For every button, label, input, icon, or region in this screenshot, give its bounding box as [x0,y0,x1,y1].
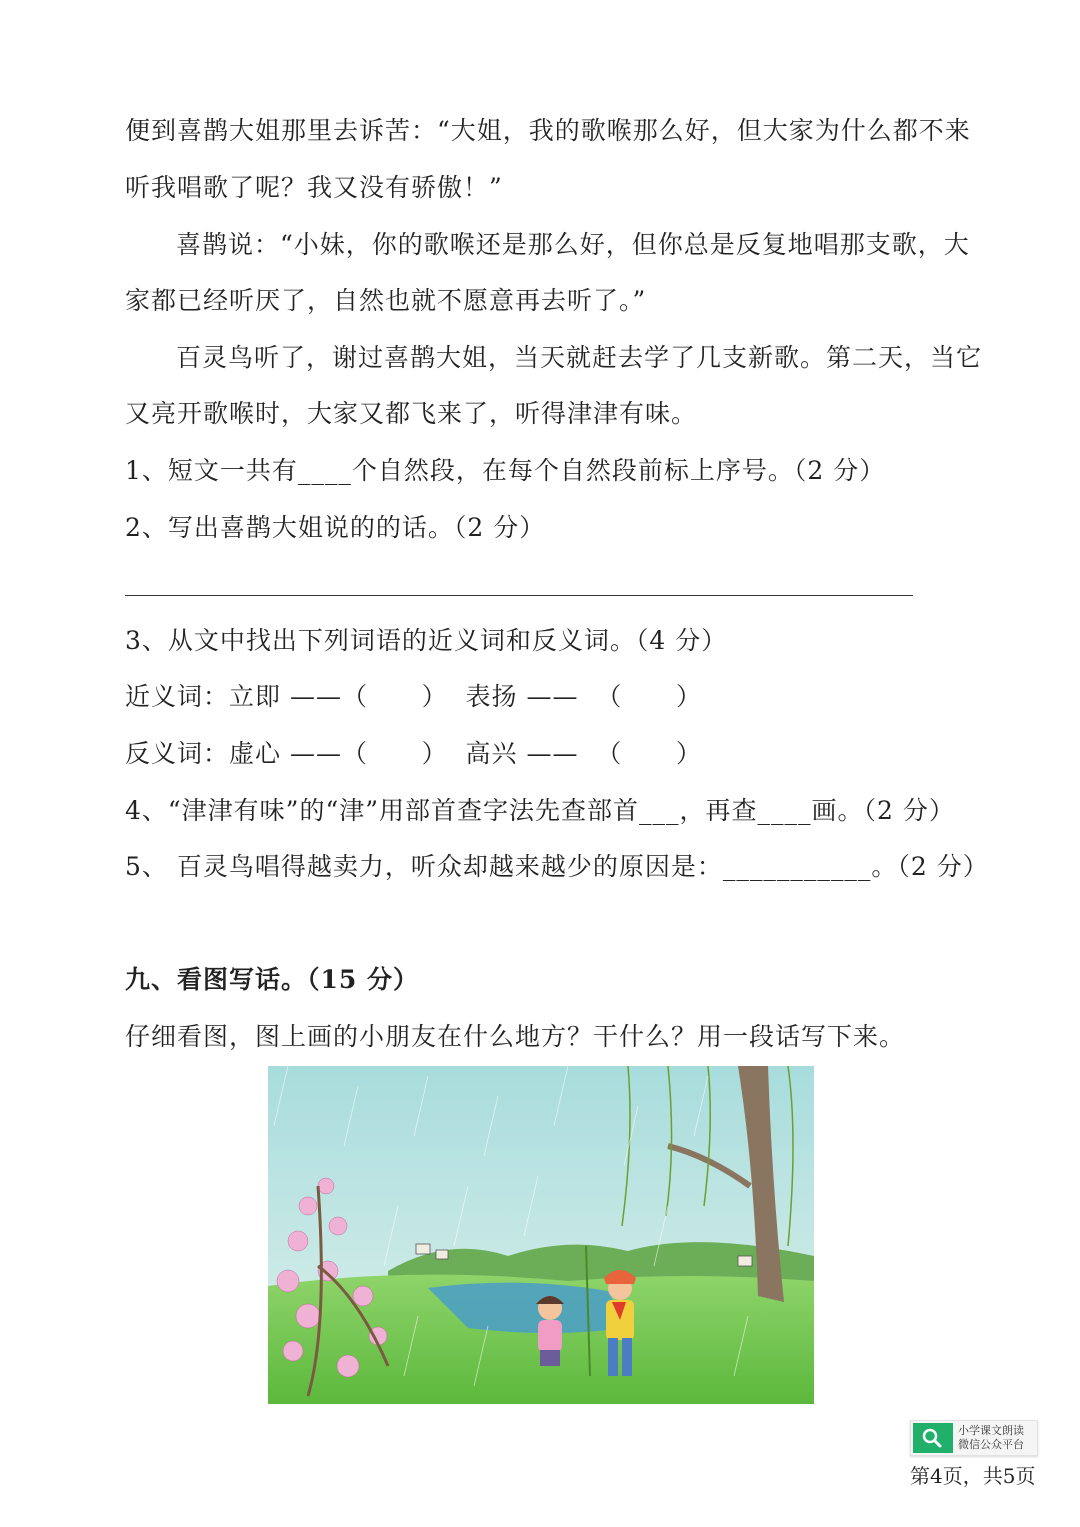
answer-line [125,595,913,596]
question-1: 1、短文一共有____个自然段，在每个自然段前标上序号。（2 分） [125,456,886,485]
question-2: 2、写出喜鹊大姐说的的话。（2 分） [125,513,546,542]
question-4: 4、“津津有味”的“津”用部首查字法先查部首___，再查____画。（2 分） [125,796,955,825]
story-line-3: 喜鹊说：“小妹，你的歌喉还是那么好，但你总是反复地唱那支歌，大 [176,230,970,259]
wechat-watermark [910,1420,1038,1456]
story-line-5: 百灵鸟听了，谢过喜鹊大姐，当天就赶去学了几支新歌。第二天，当它 [176,343,983,372]
search-icon [913,1423,953,1453]
question-3-synonyms: 近义词：立即 ——（ ） 表扬 —— （ ） [125,682,703,711]
question-3-antonyms: 反义词：虚心 ——（ ） 高兴 —— （ ） [125,739,703,768]
story-line-4: 家都已经听厌了，自然也就不愿意再去听了。” [125,286,647,315]
story-line-6: 又亮开歌喉时，大家又都飞来了，听得津津有味。 [125,399,698,428]
section-9-title: 九、看图写话。（15 分） [125,965,419,994]
question-5: 5、 百灵鸟唱得越卖力，听众却越来越少的原因是：___________。（2 分） [125,852,989,881]
illustration-children-planting-tree-in-rain [268,1066,814,1404]
story-line-2: 听我唱歌了呢？我又没有骄傲！” [125,173,503,202]
page-number: 第4页，共5页 [910,1464,1036,1488]
section-9-prompt: 仔细看图，图上画的小朋友在什么地方？干什么？用一段话写下来。 [125,1022,906,1051]
question-3: 3、从文中找出下列词语的近义词和反义词。（4 分） [125,626,728,655]
watermark-line-1: 小学课文朗读 [958,1424,1024,1437]
story-line-1: 便到喜鹊大姐那里去诉苦：“大姐，我的歌喉那么好，但大家为什么都不来 [125,116,971,145]
watermark-line-2: 微信公众平台 [958,1438,1024,1451]
